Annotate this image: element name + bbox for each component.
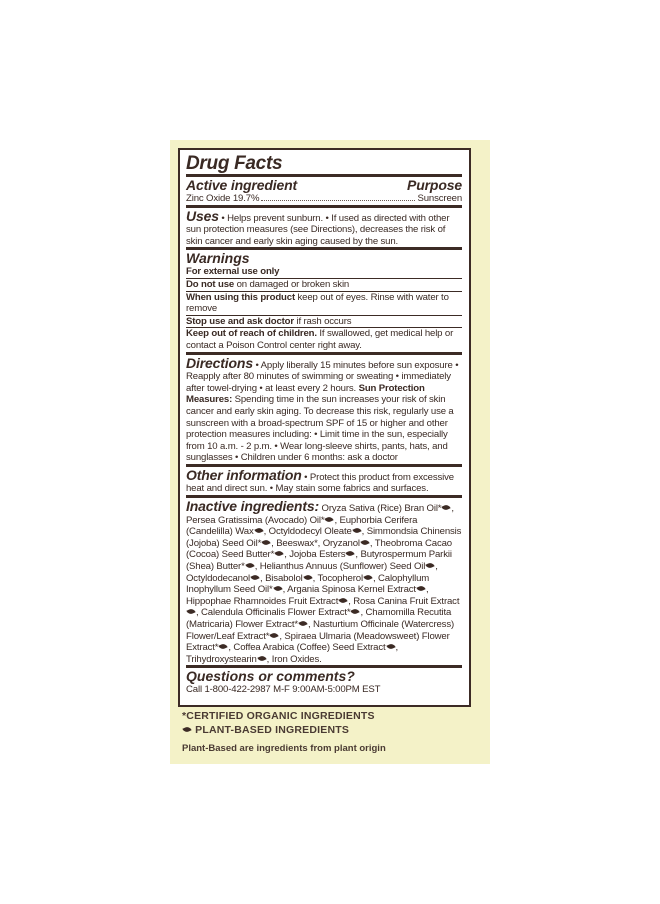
- inactive-ingredient-item: Nasturtium Officinale (Watercress) Flower/Leaf Extract*: [186, 619, 455, 642]
- inactive-ingredient-item: Helianthus Annuus (Sunflower) Seed Oil: [259, 561, 426, 573]
- leaf-icon: [182, 726, 191, 734]
- inactive-ingredient-item: Coffea Arabica (Coffee) Seed Extract: [233, 642, 386, 654]
- inactive-ingredient-item: Euphorbia Cerifera (Candelilla) Wax: [186, 514, 418, 538]
- directions-heading: Directions: [186, 354, 253, 371]
- leaf-icon: [298, 620, 307, 628]
- active-ingredient-heading: Active ingredient: [186, 177, 298, 193]
- leaf-icon: [352, 527, 361, 535]
- inactive-ingredient-item: Trihydroxystearin: [186, 653, 257, 665]
- leaf-icon: [346, 550, 355, 558]
- other-information-heading: Other information: [186, 466, 302, 483]
- drug-facts-box: [178, 148, 471, 707]
- questions-phone: Call 1-800-422-2987 M-F 9:00AM-5:00PM EST: [186, 684, 381, 696]
- product-label-panel: [170, 140, 490, 764]
- directions-section: [186, 352, 462, 464]
- plant-based-note: [182, 724, 349, 736]
- inactive-ingredient-item: Oryza Sativa (Rice) Bran Oil*: [321, 503, 442, 515]
- leaf-icon: [339, 596, 348, 604]
- other-information-section: [186, 464, 462, 495]
- inactive-ingredient-item: Argania Spinosa Kernel Extract: [287, 584, 416, 596]
- inactive-ingredient-item: Octyldodecyl Oleate: [268, 526, 352, 538]
- leaf-icon: [254, 527, 263, 535]
- directions-text-1: • Apply liberally 15 minutes before sun exposure • Reapply after 80 minutes of swimming or sweating • immediately after towel-drying • at least every 2 hours.: [186, 359, 459, 394]
- leaf-icon: [303, 573, 312, 581]
- leaf-icon: [386, 643, 395, 651]
- inactive-ingredient-item: Rosa Canina Fruit Extract: [353, 595, 460, 607]
- dot-leader: [261, 200, 415, 201]
- active-ingredient-name: Zinc Oxide 19.7%: [186, 193, 260, 204]
- questions-heading: Questions or comments?: [186, 668, 355, 685]
- certified-organic-note: *CERTIFIED ORGANIC INGREDIENTS: [182, 710, 375, 722]
- directions-text-2: Spending time in the sun increases your risk of skin cancer and early skin aging. To decrease this risk, regularly use a sunscreen with a broad-spectrum SPF of 15 or higher and other protection measures including: • Limit time in the sun, especially from 10 a.m. - 2 p.m. • Wear long-sleeve shirts, pants, hats, and sunglasses • Children under 6 months: ask a doctor: [186, 394, 454, 464]
- inactive-ingredient-item: Tocopherol: [317, 572, 363, 584]
- inactive-ingredient-item: Persea Gratissima (Avocado) Oil*: [186, 514, 325, 526]
- warnings-section: [186, 247, 462, 351]
- leaf-icon: [416, 585, 425, 593]
- keep-out-text: If swallowed, get medical help or contact a Poison Control center right away.: [186, 328, 454, 351]
- active-ingredient-section: [186, 174, 462, 205]
- inactive-ingredient-item: Octyldodecanol: [186, 572, 251, 584]
- when-using-label: When using this product: [186, 291, 296, 303]
- sun-protection-label: Sun Protection Measures:: [186, 382, 425, 406]
- inactive-ingredient-item: Theobroma Cacao (Cocoa) Seed Butter*: [186, 537, 452, 561]
- when-using-text: keep out of eyes. Rinse with water to remove: [186, 291, 449, 315]
- drug-facts-title: Drug Facts: [186, 153, 283, 174]
- inactive-ingredients-section: Inactive ingredients: Oryza Sativa (Rice) Bran Oil* , Persea Gratissima (Avocado) Oil* , Euphorbia Cerifera (Candelilla) Wax , Octyldodecyl Oleate , Simmondsia Chinensis (Jojoba) Seed Oil* , Beeswax*, Oryzanol , Theobroma Cacao (Cocoa) Seed Butter* , Jojoba Esters , Butyrospermum Parkii (Shea) Butter* , Helianthus Annuus (Sunflower) Seed Oil , Octyldodecanol , Bisabolol , Tocopherol , Calophyllum Inophyllum Seed Oil* , Argania Spinosa Kernel Extract , Hippophae Rhamnoides Fruit Extract , Rosa Canina Fruit Extract, Calendula Officinalis Flower Extract* , Chamomilla Recutita (Matricaria) Flower Extract* , Nasturtium Officinale (Watercress) Flower/Leaf Extract* , Spiraea Ulmaria (Meadowsweet) Flower Extract* , Coffea Arabica (Coffee) Seed Extract , Trihydroxystearin , Iron Oxides.: [186, 495, 462, 665]
- warnings-heading: Warnings: [186, 250, 250, 267]
- plant-based-label: PLANT-BASED INGREDIENTS: [195, 724, 350, 736]
- leaf-icon: [245, 562, 254, 570]
- inactive-ingredient-item: Hippophae Rhamnoides Fruit Extract: [186, 595, 339, 607]
- inactive-ingredient-item: Chamomilla Recutita (Matricaria) Flower Extract*: [186, 607, 452, 630]
- leaf-icon: [360, 538, 369, 546]
- leaf-icon: [273, 585, 282, 593]
- active-ingredient-purpose: Sunscreen: [417, 193, 462, 204]
- questions-section: [186, 665, 462, 696]
- leaf-icon: [257, 654, 266, 662]
- plant-based-definition: Plant-Based are ingredients from plant origin: [182, 743, 386, 754]
- leaf-icon: [442, 504, 451, 512]
- inactive-ingredient-item: Jojoba Esters: [289, 549, 346, 561]
- leaf-icon: [426, 562, 435, 570]
- leaf-icon: [219, 643, 228, 651]
- uses-heading: Uses: [186, 207, 219, 224]
- stop-use-label: Stop use and ask doctor: [186, 315, 294, 327]
- inactive-ingredient-item: Simmondsia Chinensis (Jojoba) Seed Oil*: [186, 526, 462, 549]
- external-use-warning: For external use only: [186, 266, 280, 278]
- leaf-icon: [325, 515, 334, 523]
- leaf-icon: [351, 608, 360, 616]
- do-not-use-text: on damaged or broken skin: [234, 278, 350, 290]
- inactive-ingredients-end: , Iron Oxides.: [266, 653, 322, 665]
- leaf-icon: [270, 631, 279, 639]
- uses-section: [186, 205, 462, 248]
- leaf-icon: [186, 608, 195, 616]
- other-information-text: • Protect this product from excessive heat and direct sun. • May stain some fabrics and surfaces.: [186, 471, 454, 495]
- inactive-ingredient-item: Butyrospermum Parkii (Shea) Butter*: [186, 549, 452, 573]
- purpose-heading: Purpose: [407, 177, 462, 193]
- inactive-ingredient-item: Oryzanol: [322, 537, 360, 549]
- leaf-icon: [275, 550, 284, 558]
- leaf-icon: [261, 538, 270, 546]
- inactive-ingredient-item: Calendula Officinalis Flower Extract*: [201, 607, 351, 619]
- inactive-ingredient-item: Spiraea Ulmaria (Meadowsweet) Flower Extract*: [186, 630, 450, 654]
- inactive-ingredients-heading: Inactive ingredients:: [186, 498, 319, 515]
- leaf-icon: [363, 573, 372, 581]
- inactive-ingredient-item: Calophyllum Inophyllum Seed Oil*: [186, 572, 430, 596]
- stop-use-text: if rash occurs: [293, 315, 352, 327]
- inactive-ingredient-item: Beeswax*: [276, 537, 318, 549]
- leaf-icon: [250, 573, 259, 581]
- inactive-ingredient-item: Bisabolol: [265, 572, 303, 584]
- keep-out-label: Keep out of reach of children.: [186, 328, 317, 340]
- uses-text: • Helps prevent sunburn. • If used as directed with other sun protection measures (see Directions), decreases the risk of skin cancer and early skin aging caused by the sun.: [186, 212, 450, 247]
- do-not-use-label: Do not use: [186, 278, 235, 290]
